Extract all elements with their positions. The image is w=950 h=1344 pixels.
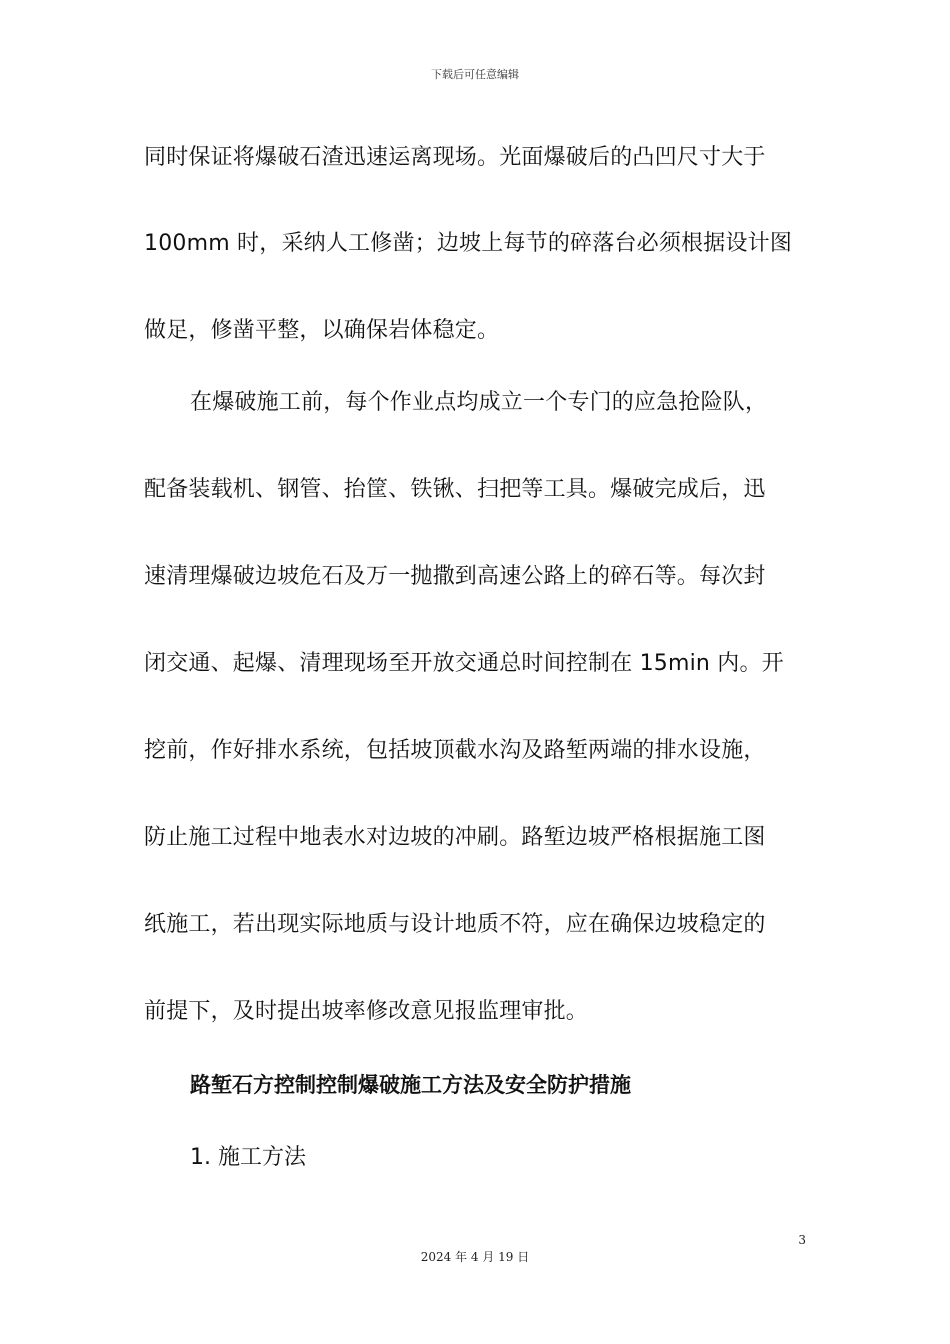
paragraph-1-line-2: 100mm 时，采纳人工修凿；边坡上每节的碎落台必须根据设计图 [144,231,793,256]
paragraph-2-line-7: 纸施工，若出现实际地质与设计地质不符，应在确保边坡稳定的 [144,912,766,937]
footer-date: 2024 年 4 月 19 日 [420,1250,530,1264]
section-title: 路堑石方控制控制爆破施工方法及安全防护措施 [190,1073,631,1097]
paragraph-2-line-4: 闭交通、起爆、清理现场至开放交通总时间控制在 15min 内。开 [144,651,784,676]
paragraph-1-line-3: 做足，修凿平整，以确保岩体稳定。 [144,318,500,343]
paragraph-2-line-2: 配备装载机、钢管、抬筐、铁锹、扫把等工具。爆破完成后，迅 [144,477,766,502]
section-subtitle: 1. 施工方法 [190,1145,306,1170]
paragraph-2-line-8: 前提下，及时提出坡率修改意见报监理审批。 [144,999,589,1024]
paragraph-1-line-1: 同时保证将爆破石渣迅速运离现场。光面爆破后的凸凹尺寸大于 [144,145,766,170]
paragraph-2-line-1: 在爆破施工前，每个作业点均成立一个专门的应急抢险队， [190,390,768,415]
page-number: 3 [798,1233,806,1247]
paragraph-2-line-6: 防止施工过程中地表水对边坡的冲刷。路堑边坡严格根据施工图 [144,825,766,850]
header-note: 下载后可任意编辑 [431,68,519,81]
paragraph-2-line-5: 挖前，作好排水系统，包括坡顶截水沟及路堑两端的排水设施， [144,738,766,763]
paragraph-2-line-3: 速清理爆破边坡危石及万一抛撒到高速公路上的碎石等。每次封 [144,564,766,589]
